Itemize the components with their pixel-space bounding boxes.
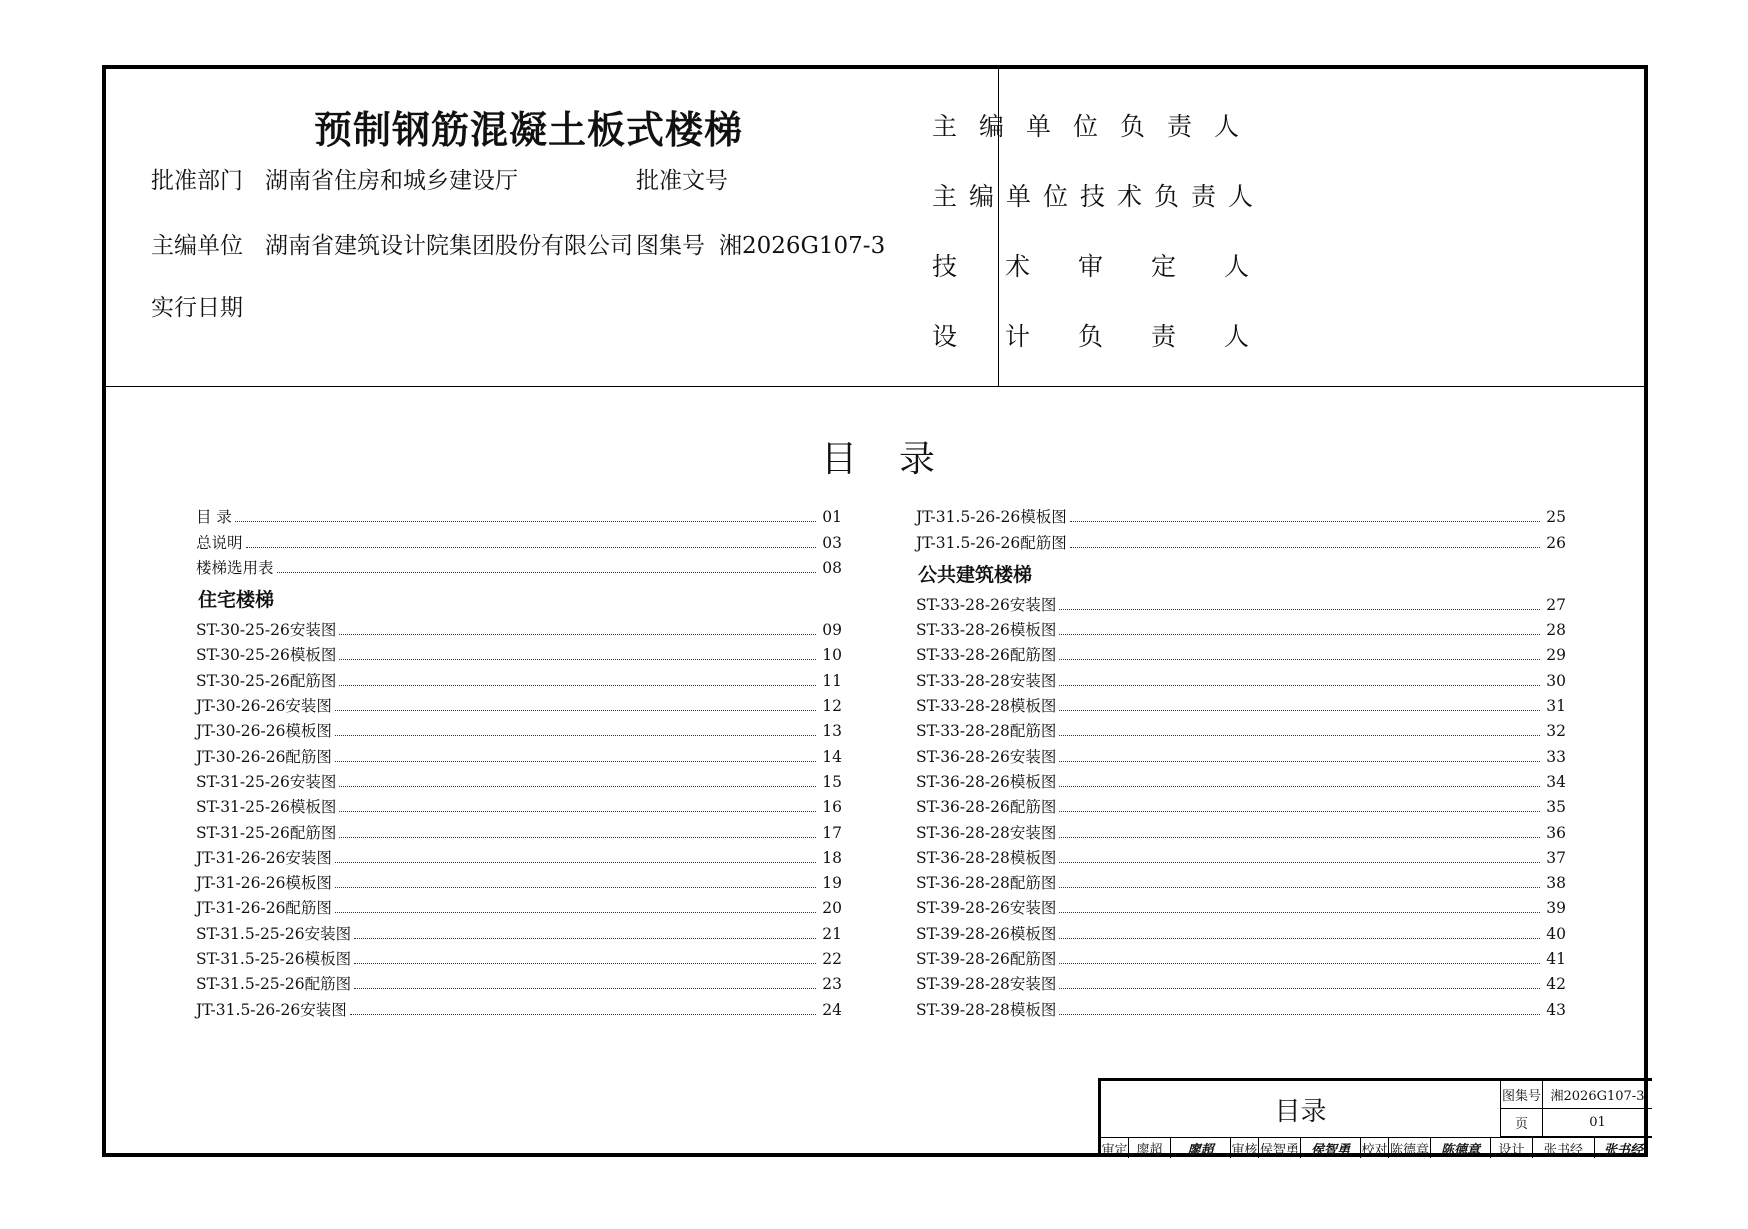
- toc-leader-dots: [1059, 735, 1540, 736]
- toc-entry: [196, 994, 842, 1019]
- toc-leader-dots: [335, 862, 816, 863]
- toc-entry-page: 43: [1546, 1000, 1566, 1019]
- editor-unit-label: 主编单位: [151, 233, 243, 259]
- toc-left-column: [196, 502, 842, 1020]
- toc-entry-label: ST-30-25-26模板图: [196, 646, 337, 665]
- toc-leader-dots: [1059, 963, 1540, 964]
- toc-leader-dots: [1059, 912, 1540, 913]
- toc-entry: [916, 893, 1566, 918]
- toc-entry: [196, 502, 842, 527]
- editor-unit-value: 湖南省建筑设计院集团股份有限公司: [265, 233, 633, 259]
- toc-leader-dots: [246, 547, 817, 548]
- toc-entry-page: 08: [822, 558, 842, 577]
- editor-unit-row: [151, 227, 633, 260]
- toc-entry-label: JT-31-26-26配筋图: [196, 899, 332, 918]
- toc-leader-dots: [1059, 988, 1540, 989]
- toc-leader-dots: [339, 837, 816, 838]
- toc-entry-page: 11: [822, 671, 842, 690]
- toc-residential-list: [196, 615, 842, 1020]
- toc-entry-label: JT-31-26-26安装图: [196, 848, 332, 867]
- approval-dept-row: [151, 162, 518, 195]
- header-block: [106, 69, 1644, 387]
- toc-entry-label: JT-30-26-26配筋图: [196, 747, 332, 766]
- effective-date-label: 实行日期: [151, 295, 243, 321]
- toc-entry-label: ST-30-25-26安装图: [196, 621, 337, 640]
- toc-leader-dots: [335, 761, 816, 762]
- toc-leader-dots: [1059, 659, 1540, 660]
- toc-entry: [916, 590, 1566, 615]
- toc-leader-dots: [1059, 685, 1540, 686]
- toc-entry-label: ST-39-28-26配筋图: [916, 950, 1057, 969]
- role-chief-unit: 主编单位负责人: [932, 112, 1262, 141]
- title-block-signatures: [1101, 1137, 1652, 1158]
- toc-entry-label: 目 录: [196, 508, 232, 527]
- toc-entry: [916, 843, 1566, 868]
- toc-entry: [196, 918, 842, 943]
- toc-leader-dots: [1059, 710, 1540, 711]
- tb-designer: 张书经: [1533, 1138, 1595, 1158]
- toc-leader-dots: [354, 938, 816, 939]
- toc-entry: [916, 665, 1566, 690]
- toc-entry: [196, 944, 842, 969]
- toc-entry: [916, 817, 1566, 842]
- toc-entry-label: ST-36-28-28配筋图: [916, 874, 1057, 893]
- toc-leader-dots: [1070, 547, 1541, 548]
- tb-approve-label: 审定: [1101, 1138, 1129, 1158]
- toc-leader-dots: [339, 811, 816, 812]
- approval-dept-label: 批准部门: [151, 168, 243, 194]
- toc-entry: [196, 767, 842, 792]
- toc-entry-label: ST-31-25-26配筋图: [196, 823, 337, 842]
- toc-leader-dots: [1059, 811, 1540, 812]
- toc-leader-dots: [277, 572, 817, 573]
- tb-design-label: 设计: [1491, 1138, 1533, 1158]
- toc-entry-label: ST-33-28-26模板图: [916, 621, 1057, 640]
- approval-no-label: 批准文号: [636, 168, 728, 194]
- toc-entry-page: 25: [1546, 508, 1566, 527]
- tb-atlas-no-label: 图集号: [1501, 1081, 1543, 1109]
- toc-entry-page: 27: [1546, 595, 1566, 614]
- toc-entry-page: 12: [822, 697, 842, 716]
- toc-entry-page: 33: [1546, 747, 1566, 766]
- section-public: 公共建筑楼梯: [918, 563, 1033, 586]
- toc-leader-dots: [1059, 938, 1540, 939]
- toc-entry: [196, 741, 842, 766]
- atlas-no-label: 图集号: [636, 233, 705, 259]
- role-design-lead: 设计负责人: [932, 322, 1298, 351]
- toc-entry-label: ST-31-25-26模板图: [196, 798, 337, 817]
- toc-entry-label: ST-36-28-26安装图: [916, 747, 1057, 766]
- toc-entry-page: 22: [822, 950, 842, 969]
- toc-entry-page: 16: [822, 798, 842, 817]
- atlas-no-value: 湘2026G107-3: [719, 233, 886, 259]
- tb-reviewer-signature: 侯智勇: [1301, 1138, 1361, 1158]
- toc-entry-page: 39: [1546, 899, 1566, 918]
- toc-entry-page: 32: [1546, 722, 1566, 741]
- book-title: 预制钢筋混凝土板式楼梯: [314, 108, 744, 152]
- toc-entry-page: 38: [1546, 874, 1566, 893]
- toc-leader-dots: [339, 659, 816, 660]
- approval-dept-value: 湖南省住房和城乡建设厅: [265, 168, 518, 194]
- toc-entry: [916, 918, 1566, 943]
- toc-title: 目录: [821, 439, 978, 480]
- toc-entry-page: 15: [822, 772, 842, 791]
- toc-entry-label: ST-39-28-26安装图: [916, 899, 1057, 918]
- toc-leader-dots: [339, 685, 816, 686]
- tb-approver: 廖超: [1129, 1138, 1171, 1158]
- toc-leader-dots: [1059, 609, 1540, 610]
- toc-entry: [196, 843, 842, 868]
- toc-entry-label: ST-39-28-28安装图: [916, 975, 1057, 994]
- toc-residential-continued-list: [916, 502, 1566, 553]
- toc-entry: [196, 640, 842, 665]
- toc-entry-page: 24: [822, 1000, 842, 1019]
- toc-leader-dots: [335, 735, 816, 736]
- toc-leader-dots: [1059, 761, 1540, 762]
- toc-entry-page: 34: [1546, 772, 1566, 791]
- toc-entry: [196, 893, 842, 918]
- toc-entry-page: 14: [822, 747, 842, 766]
- toc-entry-label: 楼梯选用表: [196, 558, 274, 577]
- toc-entry: [916, 640, 1566, 665]
- tb-check-label: 校对: [1361, 1138, 1389, 1158]
- toc-entry-label: ST-33-28-28安装图: [916, 671, 1057, 690]
- toc-entry: [196, 716, 842, 741]
- toc-entry: [196, 527, 842, 552]
- toc-entry: [916, 868, 1566, 893]
- toc-entry: [916, 741, 1566, 766]
- toc-entry-page: 18: [822, 848, 842, 867]
- toc-entry-label: ST-31.5-25-26安装图: [196, 924, 352, 943]
- tb-atlas-no: 湘2026G107-3: [1543, 1081, 1652, 1109]
- toc-entry: [916, 994, 1566, 1019]
- toc-leader-dots: [335, 710, 816, 711]
- toc-entry-page: 09: [822, 621, 842, 640]
- toc-entry-page: 19: [822, 874, 842, 893]
- toc-leader-dots: [339, 786, 816, 787]
- toc-entry-label: ST-33-28-26配筋图: [916, 646, 1057, 665]
- toc-entry: [196, 969, 842, 994]
- toc-entry-page: 31: [1546, 697, 1566, 716]
- toc-leader-dots: [350, 1014, 817, 1015]
- toc-leader-dots: [1059, 887, 1540, 888]
- toc-entry-page: 41: [1546, 950, 1566, 969]
- tb-checker-signature: 陈德章: [1431, 1138, 1491, 1158]
- tb-checker: 陈德章: [1389, 1138, 1431, 1158]
- toc-entry-label: JT-31-26-26模板图: [196, 874, 332, 893]
- toc-entry: [196, 553, 842, 578]
- title-block-drawing-name: 目录: [1101, 1081, 1501, 1137]
- toc-entry-label: ST-36-28-26配筋图: [916, 798, 1057, 817]
- toc-entry: [916, 944, 1566, 969]
- section-residential: 住宅楼梯: [198, 588, 275, 611]
- toc-entry-page: 37: [1546, 848, 1566, 867]
- toc-entry-label: ST-33-28-28配筋图: [916, 722, 1057, 741]
- toc-entry: [196, 792, 842, 817]
- toc-entry: [196, 817, 842, 842]
- role-tech-approver: 技术审定人: [932, 252, 1298, 281]
- toc-entry-page: 21: [822, 924, 842, 943]
- toc-public-list: [916, 590, 1566, 1020]
- tb-approver-signature: 廖超: [1171, 1138, 1231, 1158]
- title-block: [1098, 1078, 1652, 1157]
- tb-review-label: 审核: [1231, 1138, 1259, 1158]
- toc-entry-label: ST-36-28-28模板图: [916, 848, 1057, 867]
- toc-leader-dots: [354, 963, 816, 964]
- toc-entry-page: 10: [822, 646, 842, 665]
- tb-page: 01: [1543, 1109, 1652, 1137]
- toc-entry-page: 28: [1546, 621, 1566, 640]
- toc-entry-page: 20: [822, 899, 842, 918]
- toc-entry-label: JT-31.5-26-26模板图: [916, 508, 1067, 527]
- toc-entry: [196, 691, 842, 716]
- toc-leader-dots: [335, 887, 816, 888]
- toc-entry: [196, 868, 842, 893]
- toc-entry: [916, 969, 1566, 994]
- toc-entry-label: ST-39-28-28模板图: [916, 1000, 1057, 1019]
- toc-leader-dots: [1059, 862, 1540, 863]
- toc-entry-label: 总说明: [196, 533, 243, 552]
- toc-entry: [916, 615, 1566, 640]
- toc-entry-label: ST-36-28-26模板图: [916, 772, 1057, 791]
- toc-entry: [196, 665, 842, 690]
- toc-entry-page: 30: [1546, 671, 1566, 690]
- toc-leader-dots: [339, 634, 816, 635]
- toc-entry: [916, 691, 1566, 716]
- toc-leader-dots: [1070, 521, 1541, 522]
- tb-page-label: 页: [1501, 1109, 1543, 1137]
- toc-entry: [196, 615, 842, 640]
- toc-entry: [916, 767, 1566, 792]
- toc-leader-dots: [335, 912, 816, 913]
- toc-entry-label: ST-31.5-25-26模板图: [196, 950, 352, 969]
- toc-entry-page: 29: [1546, 646, 1566, 665]
- toc-entry: [916, 792, 1566, 817]
- toc-entry: [916, 527, 1566, 552]
- toc-entry-page: 26: [1546, 533, 1566, 552]
- toc-entry-label: ST-39-28-26模板图: [916, 924, 1057, 943]
- toc-entry-page: 35: [1546, 798, 1566, 817]
- toc-entry-page: 40: [1546, 924, 1566, 943]
- toc-general-list: [196, 502, 842, 578]
- toc-entry-page: 23: [822, 975, 842, 994]
- toc-leader-dots: [354, 988, 816, 989]
- toc-entry-page: 36: [1546, 823, 1566, 842]
- toc-entry-page: 13: [822, 722, 842, 741]
- toc-entry-label: ST-33-28-28模板图: [916, 697, 1057, 716]
- tb-reviewer: 侯智勇: [1259, 1138, 1301, 1158]
- toc-entry-label: JT-31.5-26-26安装图: [196, 1000, 347, 1019]
- role-tech-chief: 主编单位技术负责人: [932, 182, 1266, 211]
- toc-leader-dots: [235, 521, 816, 522]
- toc-leader-dots: [1059, 837, 1540, 838]
- toc-entry-page: 03: [822, 533, 842, 552]
- toc-entry-label: ST-36-28-28安装图: [916, 823, 1057, 842]
- toc-entry-label: ST-33-28-26安装图: [916, 595, 1057, 614]
- toc-entry-label: ST-31.5-25-26配筋图: [196, 975, 352, 994]
- toc-entry-label: JT-31.5-26-26配筋图: [916, 533, 1067, 552]
- toc-leader-dots: [1059, 786, 1540, 787]
- toc-leader-dots: [1059, 1014, 1540, 1015]
- title-block-grid: [1501, 1081, 1652, 1137]
- toc-right-column: [916, 502, 1566, 1020]
- atlas-no-row: [636, 227, 885, 260]
- toc-entry-label: ST-30-25-26配筋图: [196, 671, 337, 690]
- toc-entry-label: ST-31-25-26安装图: [196, 772, 337, 791]
- toc-entry-page: 17: [822, 823, 842, 842]
- toc-entry-label: JT-30-26-26安装图: [196, 697, 332, 716]
- drawing-frame: [102, 65, 1648, 1157]
- toc-entry-label: JT-30-26-26模板图: [196, 722, 332, 741]
- toc-entry-page: 01: [822, 508, 842, 527]
- tb-designer-signature: 张书经: [1603, 1142, 1643, 1158]
- toc-entry: [916, 502, 1566, 527]
- toc-leader-dots: [1059, 634, 1540, 635]
- toc-entry-page: 42: [1546, 975, 1566, 994]
- toc-entry: [916, 716, 1566, 741]
